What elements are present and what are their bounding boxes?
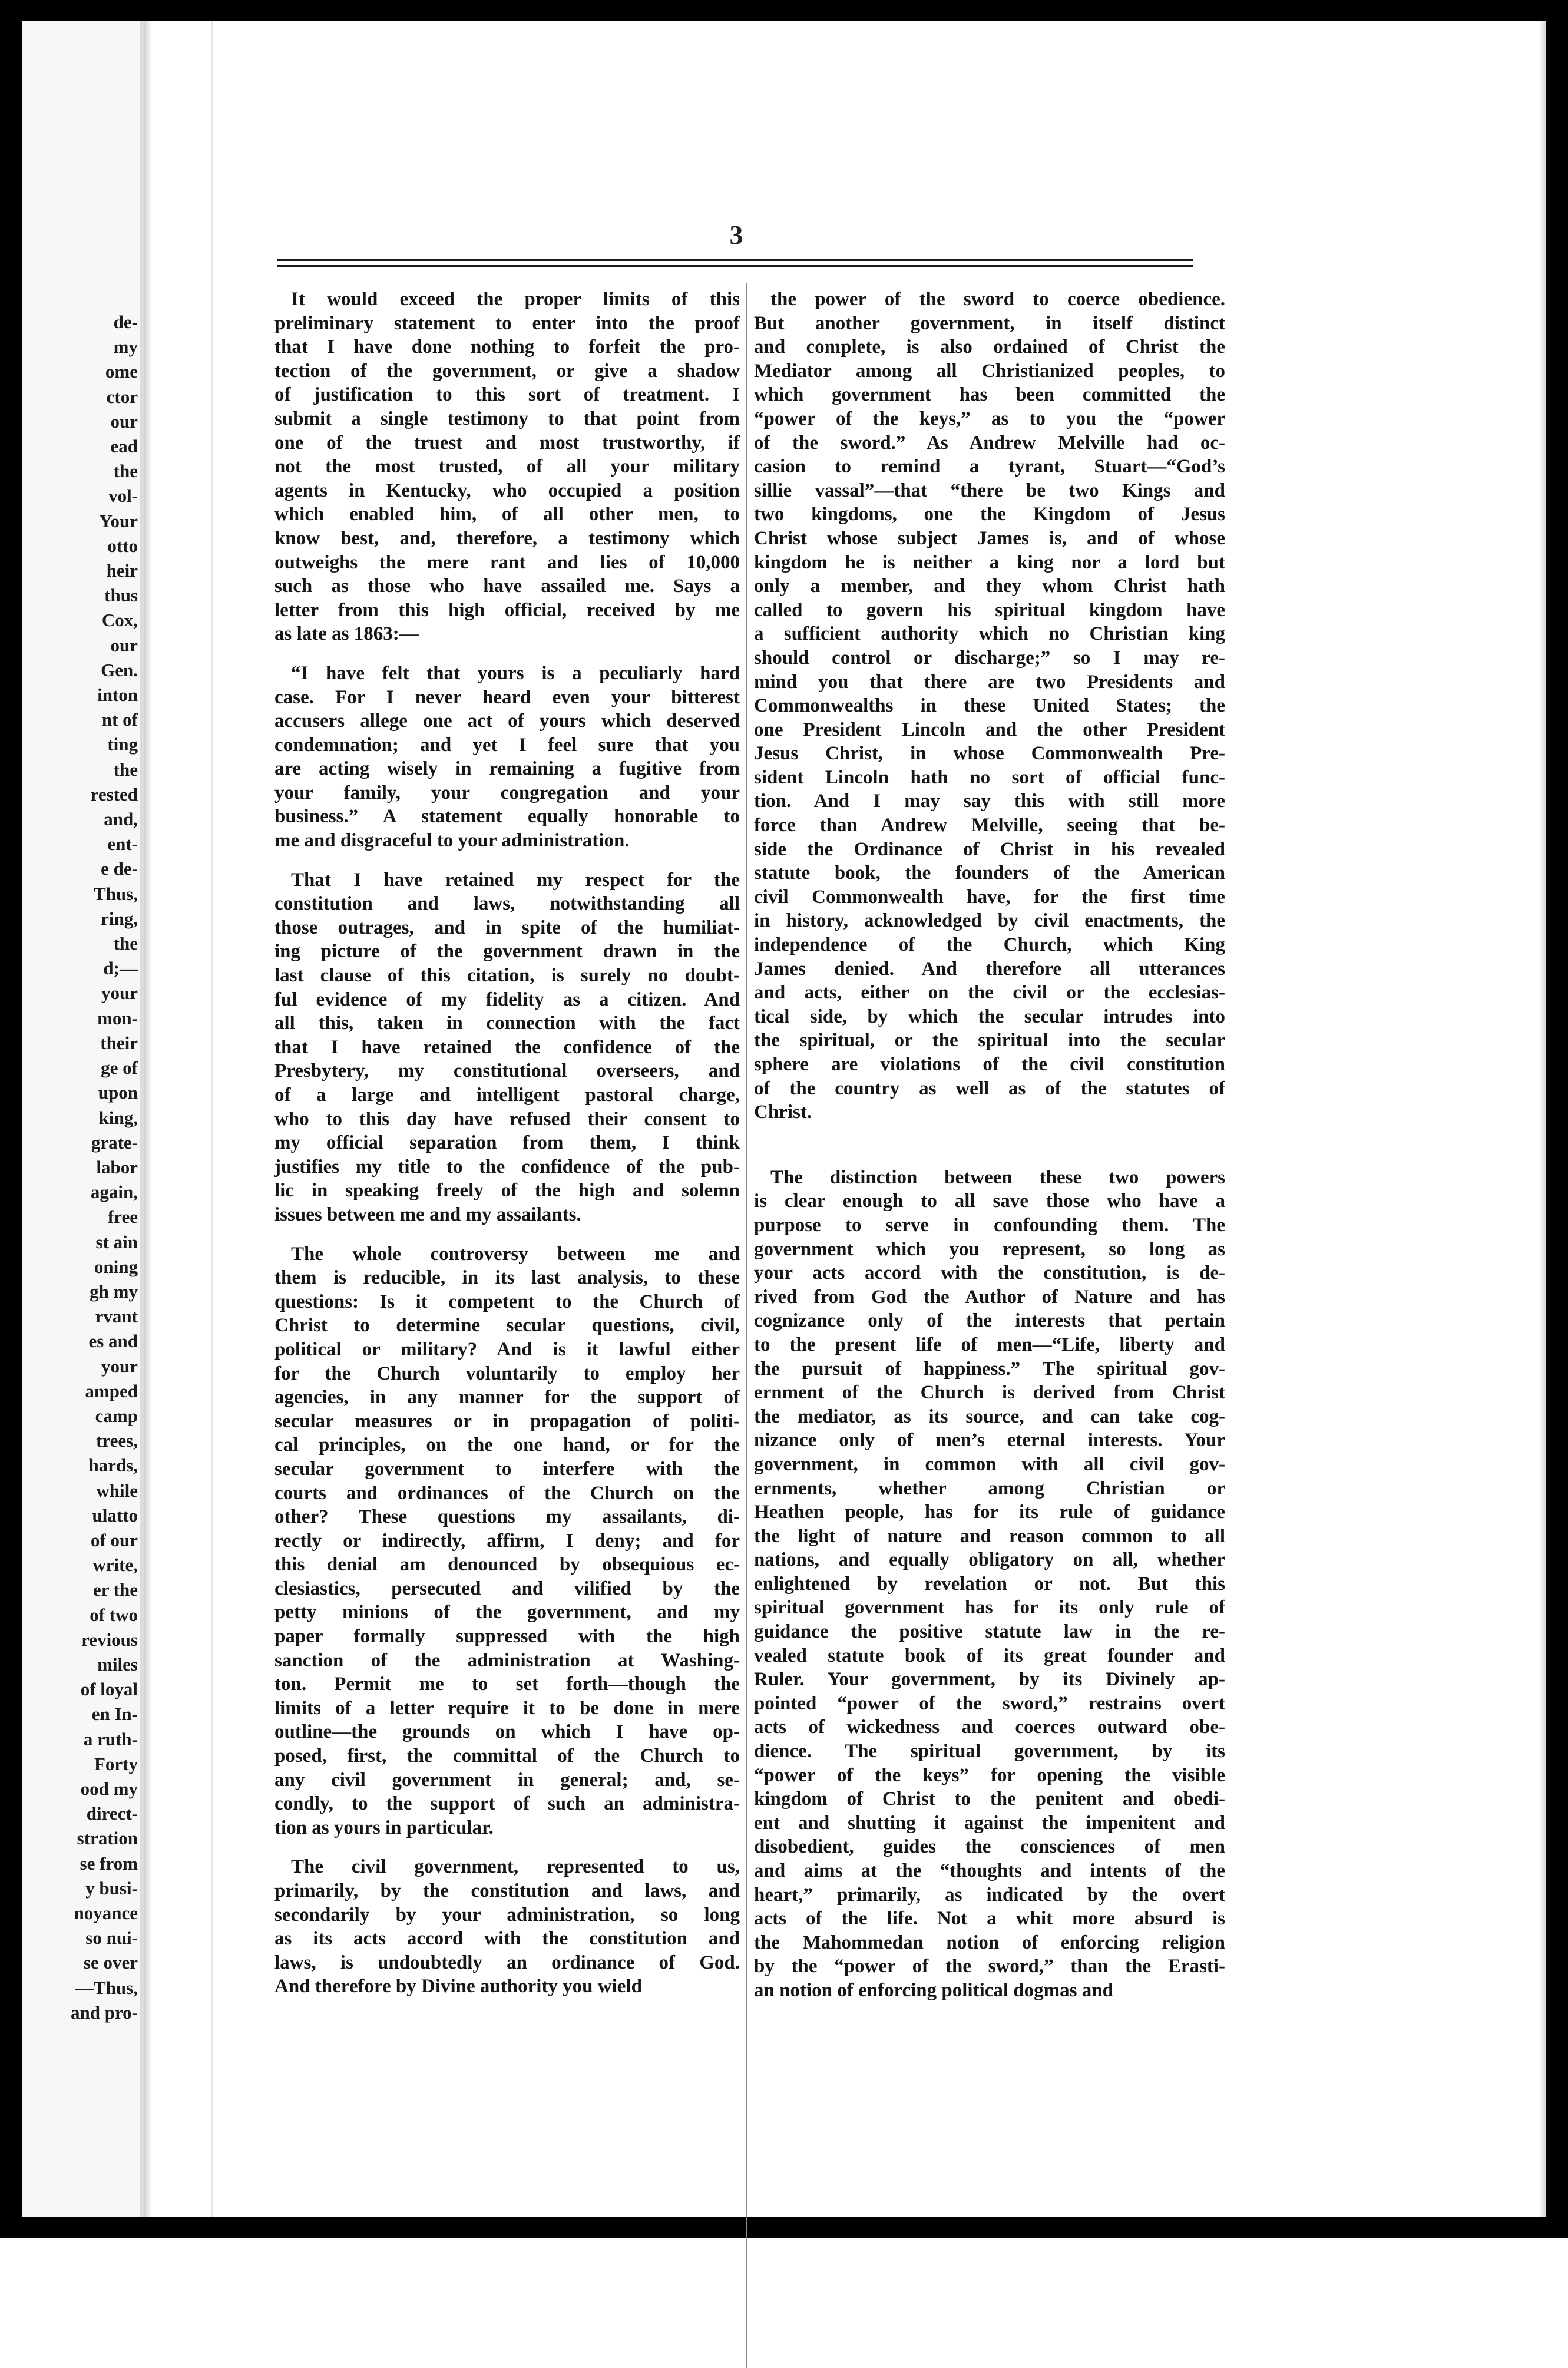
text-line: which government has been committed the [754, 384, 1225, 406]
text-line: in history, acknowledged by civil enactments, the [754, 910, 1225, 932]
text-line: rived from God the Author of Nature and has [754, 1286, 1225, 1308]
text-line: which enabled him, of all other men, to [274, 504, 740, 525]
previous-page-line: se from [80, 1853, 138, 1874]
previous-page-line: rvant [95, 1306, 138, 1327]
scan-border-top [0, 0, 1568, 21]
text-line: to the present life of men—“Life, liberty and [754, 1334, 1225, 1355]
previous-page-line: your [101, 983, 138, 1004]
text-line: Ruler. Your government, by its Divinely ap- [754, 1669, 1225, 1691]
text-line: spiritual government has for its only rule of [754, 1597, 1225, 1619]
previous-page-line: rested [90, 783, 138, 805]
previous-page-line: our [110, 634, 138, 656]
previous-page-line: ctor [106, 386, 138, 407]
previous-page-line: thus [104, 585, 138, 606]
previous-page-line: oning [94, 1256, 138, 1277]
page-fold-line [211, 21, 213, 2217]
previous-page-line: er the [92, 1579, 138, 1600]
text-line: Commonwealths in these United States; the [754, 695, 1225, 717]
text-line: rectly or indirectly, affirm, I deny; and for [274, 1530, 740, 1552]
text-line: political or military? And is it lawful either [274, 1338, 740, 1360]
header-rule-bottom [277, 265, 1193, 267]
previous-page-line: noyance [74, 1903, 138, 1923]
text-line: submit a single testimony to that point from [274, 408, 740, 429]
text-line: who to this day have refused their consent to [274, 1108, 740, 1130]
previous-page-line: ead [110, 436, 138, 457]
previous-page-line: a ruth- [83, 1728, 138, 1749]
text-line: government, in common with all civil gov- [754, 1453, 1225, 1475]
text-line: accusers allege one act of yours which deserved [274, 710, 740, 732]
paragraph [274, 1855, 740, 1999]
previous-page-line: inton [97, 684, 138, 706]
previous-page-line: of two [90, 1604, 138, 1625]
previous-page-line: ent- [107, 834, 138, 855]
text-line: tical side, by which the secular intrudes into [754, 1006, 1225, 1027]
text-line: civil Commonwealth have, for the first time [754, 886, 1225, 908]
previous-page-line: mon- [97, 1007, 138, 1028]
text-line: lic in speaking freely of the high and solemn [274, 1180, 740, 1202]
text-line: purpose to serve in confounding them. The [754, 1214, 1225, 1236]
text-line: agents in Kentucky, who occupied a position [274, 479, 740, 501]
text-line: independence of the Church, which King [754, 934, 1225, 956]
text-line: called to govern his spiritual kingdom have [754, 599, 1225, 621]
text-line: issues between me and my assailants. [274, 1203, 581, 1225]
previous-page-line: ome [105, 361, 138, 382]
paragraph [274, 662, 740, 853]
text-line: The whole controversy between me and [291, 1243, 740, 1265]
text-line: any civil government in general; and, se- [274, 1769, 740, 1791]
text-line: constitution and laws, notwithstanding all [274, 893, 740, 915]
left-text-column [274, 287, 740, 1999]
text-line: me and disgraceful to your administration. [274, 830, 630, 852]
text-line: cognizance only of the interests that pertain [754, 1310, 1225, 1332]
previous-page-line: our [110, 411, 138, 432]
previous-page-line: Your [99, 510, 138, 531]
column-separator [746, 283, 747, 2368]
previous-page-line: otto [107, 535, 138, 556]
paragraph [274, 287, 740, 646]
text-line: ent and shutting it against the impenitent and [754, 1812, 1225, 1834]
text-line: That I have retained my respect for the [291, 869, 740, 891]
text-line: them is reducible, in its last analysis, to these [274, 1267, 740, 1289]
text-line: casion to remind a tyrant, Stuart—“God’s [754, 456, 1225, 478]
text-line: guidance the positive statute law in the re- [754, 1621, 1225, 1643]
text-line: Jesus Christ, in whose Commonwealth Pre- [754, 743, 1225, 765]
text-line: know best, and, therefore, a testimony which [274, 527, 740, 549]
text-line: acts of the life. Not a whit more absurd is [754, 1908, 1225, 1930]
text-line: “power of the keys” for opening the visible [754, 1764, 1225, 1786]
text-line: Christ to determine secular questions, civil, [274, 1315, 740, 1337]
text-line: this denial am denounced by obsequious ec- [274, 1554, 740, 1576]
previous-page-line: Gen. [101, 659, 138, 680]
text-line: for the Church voluntarily to employ her [274, 1362, 740, 1384]
text-line: “I have felt that yours is a peculiarly hard [291, 662, 740, 684]
text-line: of a large and intelligent pastoral charge, [274, 1084, 740, 1106]
previous-page-line: ge of [101, 1057, 138, 1079]
text-line: sanction of the administration at Washing- [274, 1649, 740, 1671]
text-line: mind you that there are two Presidents and [754, 671, 1225, 693]
previous-page-line: ring, [101, 908, 138, 929]
text-line: two kingdoms, one the Kingdom of Jesus [754, 504, 1225, 525]
text-line: ful evidence of my fidelity as a citizen. And [274, 988, 740, 1010]
text-line: sident Lincoln hath no sort of official func- [754, 766, 1225, 788]
text-line: force than Andrew Melville, seeing that be- [754, 815, 1225, 836]
previous-page-fragment [22, 21, 144, 2217]
text-line: my official separation from them, I think [274, 1132, 740, 1154]
previous-page-line: the [113, 461, 138, 482]
previous-page-line: hards, [88, 1455, 138, 1476]
text-line: the mediator, as its source, and can take cog- [754, 1405, 1225, 1427]
text-line: other? These questions my assailants, di- [274, 1506, 740, 1528]
binding-gutter [144, 21, 152, 2217]
text-line: disobedient, guides the consciences of men [754, 1836, 1225, 1858]
previous-page-text [22, 310, 138, 2025]
text-line: sillie vassal”—that “there be two Kings and [754, 479, 1225, 501]
text-line: kingdom of Christ to the penitent and obedi- [754, 1788, 1225, 1810]
text-line: the power of the sword to coerce obedience. [770, 289, 1225, 310]
text-line: James denied. And therefore all utterances [754, 958, 1225, 980]
previous-page-line: upon [98, 1082, 138, 1103]
previous-page-line: labor [96, 1156, 138, 1178]
text-line: nizance only of men’s eternal interests. Your [754, 1430, 1225, 1451]
text-line: tion. And I may say this with still more [754, 791, 1225, 812]
previous-page-line: gh my [90, 1281, 138, 1302]
previous-page-line: and pro- [71, 2002, 138, 2023]
text-line: that I have done nothing to forfeit the pro- [274, 336, 740, 358]
text-line: your acts accord with the constitution, is de- [754, 1262, 1225, 1284]
text-line: secular government to interfere with the [274, 1458, 740, 1480]
text-line: Christ. [754, 1102, 812, 1123]
previous-page-line: st ain [95, 1231, 138, 1252]
header-rule-top [277, 259, 1193, 261]
text-line: ing picture of the government drawn in the [274, 941, 740, 963]
text-line: outweighs the mere rant and lies of 10,000 [274, 551, 740, 573]
text-line: The civil government, represented to us, [291, 1856, 740, 1878]
text-line: one of the truest and most trustworthy, if [274, 432, 740, 454]
paragraph [274, 1242, 740, 1840]
previous-page-line: vol- [108, 485, 138, 507]
text-line: cal principles, on the one hand, or for the [274, 1434, 740, 1456]
previous-page-line: of loyal [80, 1679, 138, 1700]
text-line: Christ whose subject James is, and of whose [754, 527, 1225, 549]
text-line: “power of the keys,” as to you the “power [754, 408, 1225, 429]
text-line: primarily, by the constitution and laws, and [274, 1880, 740, 1901]
previous-page-line: king, [98, 1107, 138, 1128]
previous-page-line: Thus, [94, 883, 138, 904]
text-line: and aims at the “thoughts and intents of the [754, 1860, 1225, 1881]
text-line: of justification to this sort of treatment. I [274, 384, 740, 406]
previous-page-line: write, [92, 1555, 138, 1576]
text-line: outline—the grounds on which I have op- [274, 1721, 740, 1743]
previous-page-line: Forty [94, 1753, 138, 1774]
text-line: sphere are violations of the civil constitution [754, 1054, 1225, 1075]
previous-page-line: of our [90, 1529, 138, 1550]
text-line: agencies, in any manner for the support of [274, 1387, 740, 1408]
text-line: condemnation; and yet I feel sure that you [274, 734, 740, 756]
text-line: those outrages, and in spite of the humiliat- [274, 917, 740, 938]
text-line: Presbytery, my constitutional overseers, and [274, 1060, 740, 1082]
text-line: of the sword.” As Andrew Melville had oc- [754, 432, 1225, 454]
text-line: the spiritual, or the spiritual into the secular [754, 1030, 1225, 1051]
text-line: vealed statute book of its great founder and [754, 1645, 1225, 1666]
previous-page-line: nt of [101, 709, 138, 730]
previous-page-line: their [100, 1032, 138, 1053]
scan-border-left [0, 0, 22, 2238]
previous-page-line: again, [90, 1182, 138, 1203]
paragraph [754, 1166, 1225, 2003]
text-line: heart,” primarily, as indicated by the overt [754, 1884, 1225, 1906]
text-line: the Mahommedan notion of enforcing religion [754, 1932, 1225, 1953]
previous-page-line: free [107, 1206, 138, 1228]
text-line: secular measures or in propagation of politi- [274, 1410, 740, 1432]
text-line: paper formally suppressed with the high [274, 1626, 740, 1648]
scan-border-right [1546, 0, 1568, 2238]
text-line: one President Lincoln and the other President [754, 719, 1225, 740]
text-line: such as those who have assailed me. Says a [274, 576, 740, 597]
previous-page-line: Cox, [101, 610, 138, 631]
page-number: 3 [729, 220, 743, 250]
text-line: letter from this high official, received by me [274, 599, 740, 621]
text-line: ernment of the Church is derived from Christ [754, 1382, 1225, 1404]
previous-page-line: heir [106, 560, 138, 581]
previous-page-line: ting [107, 734, 138, 755]
text-line: not the most trusted, of all your military [274, 456, 740, 478]
text-line: as its acts accord with the constitution and [274, 1928, 740, 1950]
text-line: condly, to the support of such an administra- [274, 1793, 740, 1815]
text-line: pointed “power of the sword,” restrains overt [754, 1692, 1225, 1714]
text-line: as late as 1863:— [274, 623, 419, 645]
previous-page-line: y busi- [85, 1877, 138, 1899]
previous-page-line: miles [97, 1653, 138, 1675]
text-line: questions: Is it competent to the Church of [274, 1291, 740, 1312]
text-line: courts and ordinances of the Church on the [274, 1482, 740, 1504]
text-line: the pursuit of happiness.” The spiritual gov- [754, 1358, 1225, 1380]
text-line: the light of nature and reason common to all [754, 1525, 1225, 1547]
text-line: business.” A statement equally honorable to [274, 806, 740, 828]
text-line: ernments, whether among Christian or [754, 1477, 1225, 1499]
previous-page-line: de- [113, 312, 138, 332]
text-line: enlightened by revelation or not. But this [754, 1573, 1225, 1595]
text-line: It would exceed the proper limits of this [291, 289, 740, 310]
text-line: that I have retained the confidence of the [274, 1036, 740, 1058]
previous-page-line: en In- [91, 1704, 138, 1725]
previous-page-line: and, [104, 809, 138, 830]
previous-page-line: e de- [101, 858, 138, 879]
text-line: is clear enough to all save those who have a [754, 1190, 1225, 1212]
previous-page-line: es and [88, 1331, 138, 1352]
text-line: of the country as well as of the statutes of [754, 1077, 1225, 1099]
previous-page-line: so nui- [85, 1927, 138, 1949]
right-text-column [754, 287, 1225, 2003]
text-line: case. For I never heard even your bitterest [274, 686, 740, 708]
previous-page-line: stration [77, 1828, 138, 1849]
text-line: acts of wickedness and coerces outward obe- [754, 1717, 1225, 1738]
text-line: only a member, and they whom Christ hath [754, 576, 1225, 597]
text-line: The distinction between these two powers [770, 1166, 1225, 1188]
paragraph [754, 287, 1225, 1125]
text-line: Heathen people, has for its rule of guidance [754, 1502, 1225, 1523]
previous-page-line: the [113, 933, 138, 954]
text-line: your family, your congregation and your [274, 782, 740, 803]
previous-page-line: —Thus, [75, 1977, 138, 1998]
text-line: are acting wisely in remaining a fugitive from [274, 758, 740, 780]
text-line: by the “power of the sword,” than the Erasti- [754, 1956, 1225, 1977]
previous-page-line: d;— [103, 958, 138, 979]
text-line: secondarily by your administration, so long [274, 1904, 740, 1926]
text-line: Mediator among all Christianized peoples, to [754, 360, 1225, 382]
previous-page-line: ood my [80, 1778, 138, 1799]
previous-page-line: amped [85, 1380, 138, 1401]
text-line: tection of the government, or give a shadow [274, 360, 740, 382]
text-line: and acts, either on the civil or the ecclesias- [754, 982, 1225, 1004]
previous-page-line: while [96, 1480, 138, 1501]
text-line: an notion of enforcing political dogmas and [754, 1979, 1113, 2001]
text-line: posed, first, the committal of the Church to [274, 1745, 740, 1767]
paragraph [274, 868, 740, 1227]
text-line: preliminary statement to enter into the proof [274, 312, 740, 334]
text-line: dience. The spiritual government, by its [754, 1741, 1225, 1762]
text-line: all this, taken in connection with the fact [274, 1013, 740, 1034]
text-line: kingdom he is neither a king nor a lord but [754, 551, 1225, 573]
text-line: justifies my title to the confidence of the pub- [274, 1156, 740, 1178]
text-line: last clause of this citation, is surely no doubt- [274, 965, 740, 987]
text-line: petty minions of the government, and my [274, 1602, 740, 1623]
previous-page-line: my [113, 336, 138, 358]
previous-page-line: trees, [96, 1430, 138, 1451]
previous-page-line: the [113, 759, 138, 780]
text-line: ton. Permit me to set forth—though the [274, 1674, 740, 1695]
text-line: a sufficient authority which no Christian king [754, 623, 1225, 645]
previous-page-line: camp [95, 1405, 138, 1426]
previous-page-line: your [101, 1355, 138, 1377]
previous-page-line: se over [83, 1952, 138, 1973]
scan-border-bottom [0, 2217, 1568, 2238]
text-line: laws, is undoubtedly an ordinance of God. [274, 1952, 740, 1973]
text-line: And therefore by Divine authority you wield [274, 1976, 642, 1997]
page-right-edge [1539, 21, 1546, 2217]
text-line: should control or discharge;” so I may re- [754, 647, 1225, 669]
text-line: But another government, in itself distinct [754, 312, 1225, 334]
text-line: side the Ordinance of Christ in his revealed [754, 838, 1225, 860]
text-line: limits of a letter require it to be done in mere [274, 1697, 740, 1719]
previous-page-line: direct- [86, 1803, 138, 1824]
text-line: clesiastics, persecuted and vilified by the [274, 1577, 740, 1599]
previous-page-line: ulatto [92, 1504, 138, 1526]
text-line: tion as yours in particular. [274, 1817, 494, 1838]
previous-page-line: grate- [91, 1132, 138, 1153]
previous-page-line: revious [81, 1629, 138, 1650]
text-line: nations, and equally obligatory on all, whether [754, 1549, 1225, 1571]
text-line: government which you represent, so long as [754, 1238, 1225, 1260]
text-line: and complete, is also ordained of Christ the [754, 336, 1225, 358]
text-line: statute book, the founders of the American [754, 862, 1225, 884]
